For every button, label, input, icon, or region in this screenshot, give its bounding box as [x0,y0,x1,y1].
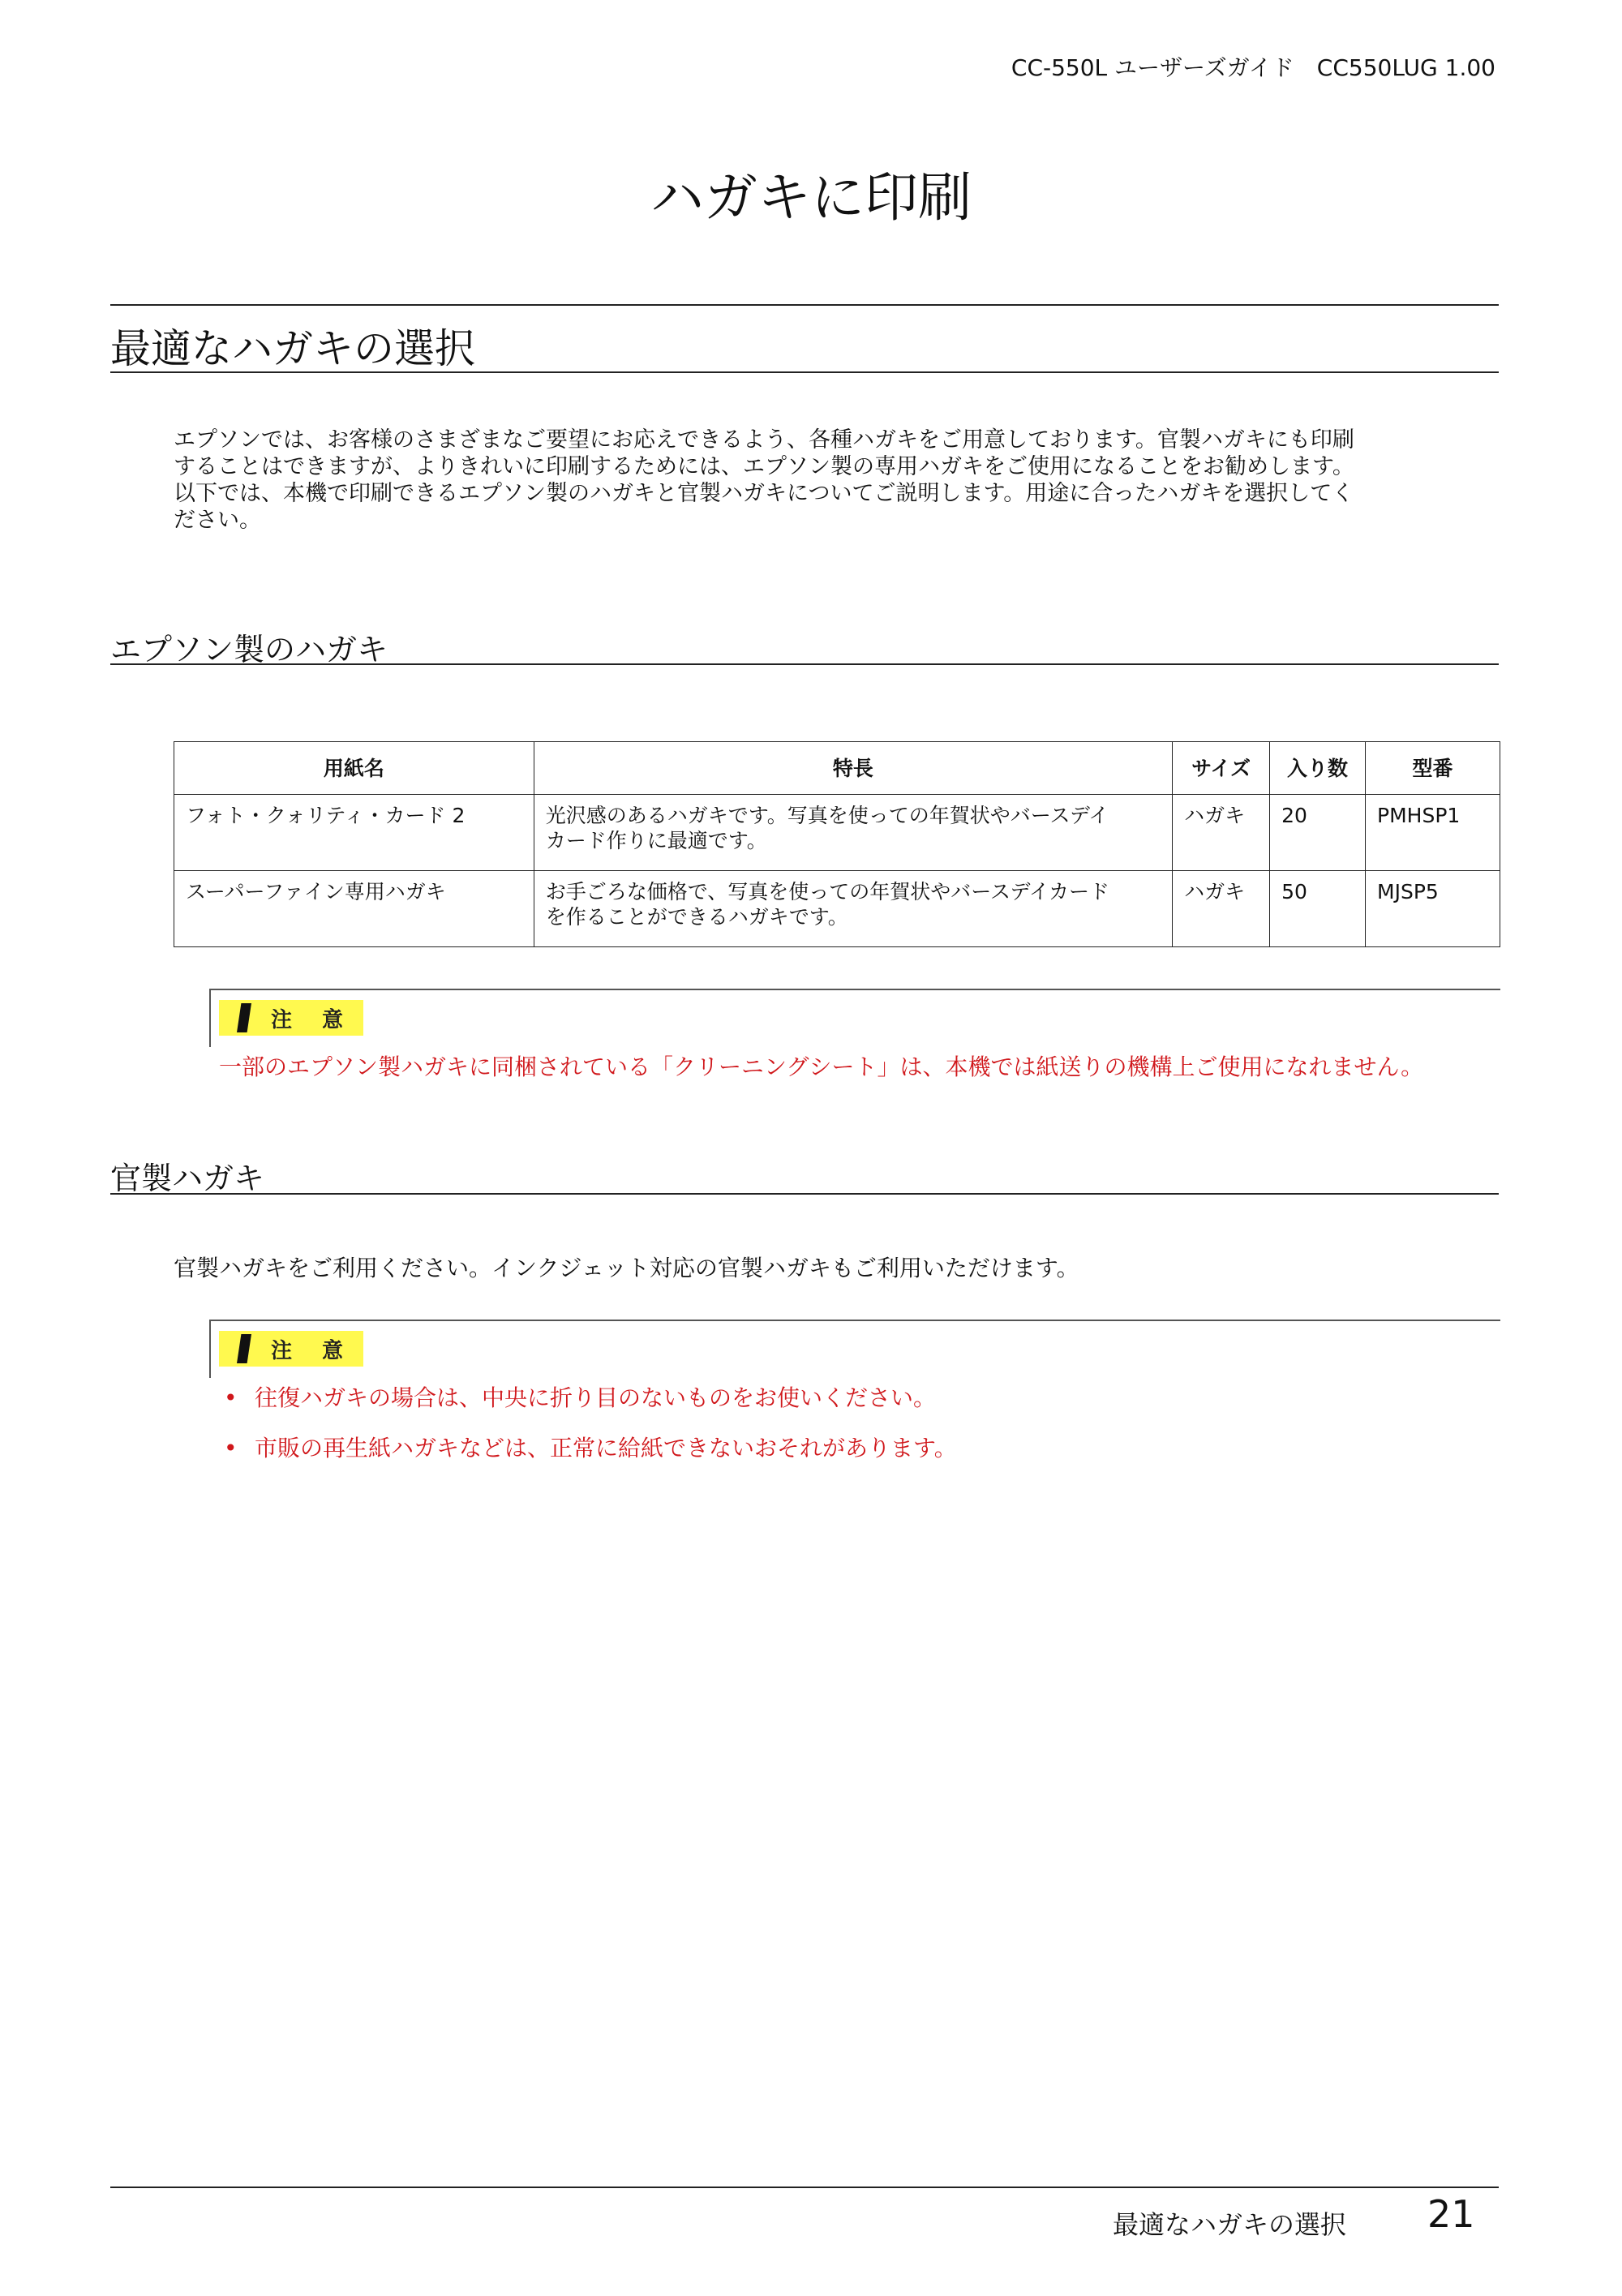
feature-cell [534,871,1172,947]
caution-bullet [224,1380,936,1413]
bullet-icon: • [224,1384,238,1411]
page-title: ハガキに印刷 [650,166,972,229]
column-header: 入り数 [1270,742,1366,795]
intro-paragraph [174,427,1500,534]
exclamation-icon [237,1334,251,1363]
intro-line: エプソンでは、お客様のさまざまなご要望にお応えできるよう、各種ハガキをご用意しております。官製ハガキにも印刷 [174,427,1354,453]
paper-table [174,741,1500,947]
intro-line: ださい。 [174,508,261,533]
model-cell: PMHSP1 [1366,795,1500,871]
exclamation-icon [237,1003,251,1032]
page-number: 21 [1427,2192,1475,2236]
column-header: 特長 [534,742,1172,795]
table-row [174,871,1500,947]
subsection-rule [110,1193,1499,1195]
subsection-rule [110,663,1499,665]
section-heading-selection: 最適なハガキの選択 [110,325,475,372]
feature-line: 光沢感のあるハガキです。写真を使っての年賀状やバースデイ [545,804,1109,827]
size-cell: ハガキ [1173,795,1270,871]
caution-top-rule [209,1320,1500,1321]
feature-line: カード作りに最適です。 [545,829,767,852]
section-top-rule [110,304,1499,306]
size-cell: ハガキ [1173,871,1270,947]
caution-left-rule [209,1320,211,1378]
table-header-row [174,742,1500,795]
paper-name-cell: スーパーファイン専用ハガキ [174,871,534,947]
footer-rule [110,2187,1499,2188]
bullet-text: 往復ハガキの場合は、中央に折り目のないものをお使いください。 [255,1384,937,1411]
running-header: CC-550L ユーザーズガイド CC550LUG 1.00 [1011,54,1495,81]
bullet-text: 市販の再生紙ハガキなどは、正常に給紙できないおそれがあります。 [255,1435,957,1461]
caution-label: 注 意 [271,1007,355,1032]
model-cell: MJSP5 [1366,871,1500,947]
column-header: 型番 [1366,742,1500,795]
feature-line: を作ることができるハガキです。 [545,905,848,929]
caution-badge [219,1000,363,1036]
caution-label: 注 意 [271,1338,355,1363]
caution-text: 一部のエプソン製ハガキに同梱されている「クリーニングシート」は、本機では紙送りの機構上ご使用になれません。 [219,1054,1424,1080]
caution-left-rule [209,989,211,1047]
table-row [174,795,1500,871]
official-paragraph: 官製ハガキをご利用ください。インクジェット対応の官製ハガキもご利用いただけます。 [174,1255,1079,1281]
feature-cell [534,795,1172,871]
caution-top-rule [209,989,1500,990]
count-cell: 50 [1270,871,1366,947]
subsection-heading-official: 官製ハガキ [110,1161,265,1196]
intro-line: 以下では、本機で印刷できるエプソン製のハガキと官製ハガキについてご説明します。用途に合ったハガキを選択してく [174,481,1354,506]
bullet-icon: • [224,1435,238,1461]
footer-section-title: 最適なハガキの選択 [1113,2209,1347,2240]
feature-line: お手ごろな価格で、写真を使っての年賀状やバースデイカード [545,880,1109,903]
subsection-heading-epson: エプソン製のハガキ [110,632,388,667]
caution-bullet [224,1431,957,1463]
count-cell: 20 [1270,795,1366,871]
intro-line: することはできますが、よりきれいに印刷するためには、エプソン製の専用ハガキをご使用になることをお勧めします。 [174,454,1354,479]
caution-badge [219,1331,363,1367]
section-bottom-rule [110,371,1499,373]
column-header: サイズ [1173,742,1270,795]
column-header: 用紙名 [174,742,534,795]
paper-name-cell: フォト・クォリティ・カード 2 [174,795,534,871]
